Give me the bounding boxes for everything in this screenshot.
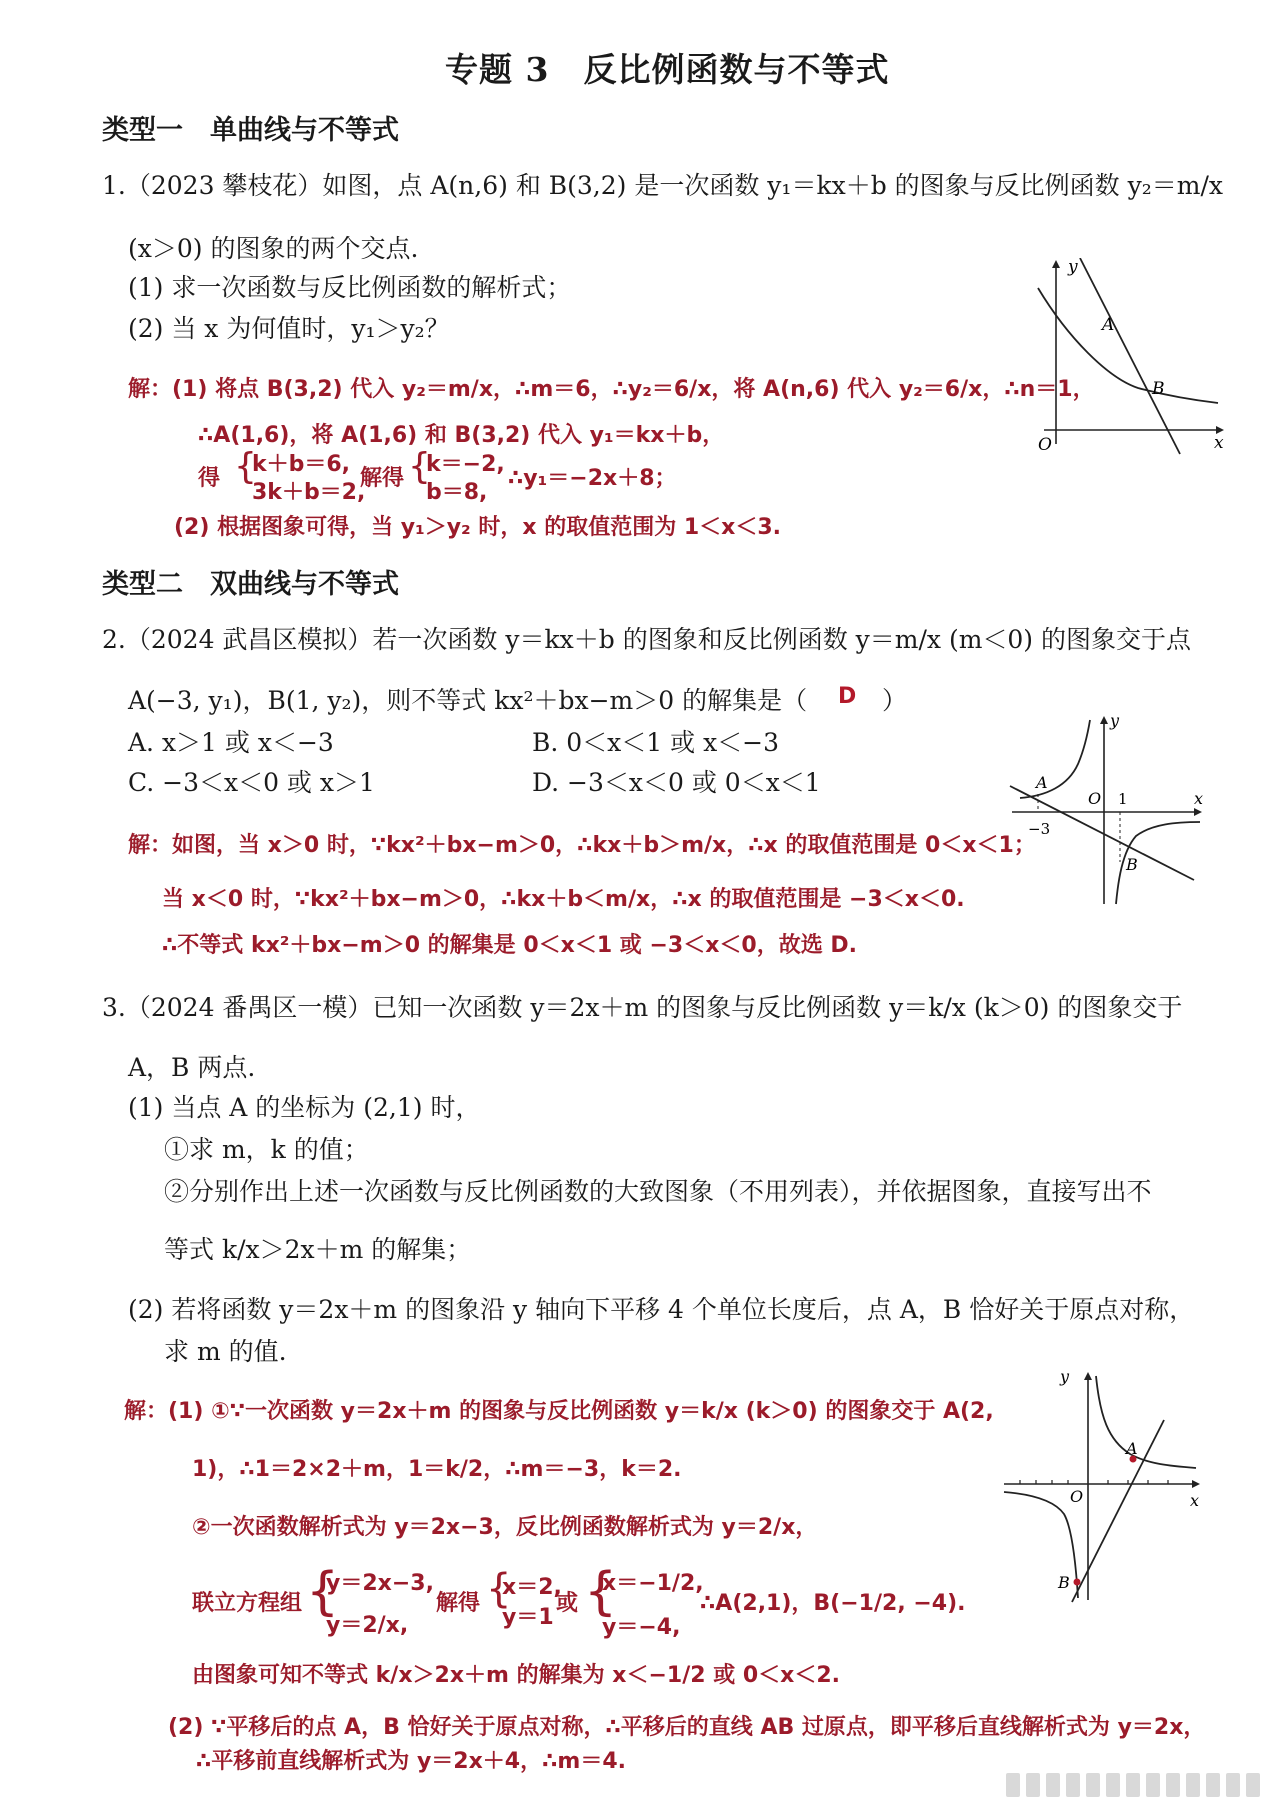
system-1-eq1: k＋b＝6,: [252, 452, 351, 477]
problem-3-solution-line-1: 解：(1) ①∵一次函数 y＝2x＋m 的图象与反比例函数 y＝k/x (k＞0) 的图象交于 A(2,: [124, 1399, 994, 1424]
tick-label-neg3: −3: [1028, 820, 1051, 838]
x-label: x: [1194, 789, 1204, 808]
problem-2-solution-line-2: 当 x＜0 时，∵kx²＋bx−m＞0，∴kx＋b＜m/x，∴x 的取值范围是 −3＜x＜0.: [162, 887, 965, 912]
system-3-sol2: y＝1: [502, 1605, 554, 1630]
hyperbola-left-branch: [1020, 720, 1090, 798]
hyperbola-curve: [1038, 288, 1218, 403]
system-3-sol4: y＝−4,: [602, 1615, 681, 1640]
option-c: C. −3＜x＜0 或 x＞1: [128, 768, 375, 797]
system-3-eq2: y＝2/x,: [326, 1613, 409, 1638]
brace-3: {: [306, 1562, 340, 1622]
problem-2-answer: D: [838, 684, 857, 709]
problem-1-stem-cont: (x＞0) 的图象的两个交点.: [128, 234, 419, 263]
problem-1-solution-line-2: ∴A(1,6)，将 A(1,6) 和 B(3,2) 代入 y₁＝kx＋b，: [198, 423, 725, 448]
problem-3-solution-line-6: (2) ∵平移后的点 A，B 恰好关于原点对称，∴平移后的直线 AB 过原点，即平移后直线解析式为 y＝2x，: [168, 1715, 1206, 1740]
problem-3-solution-huo: 或: [556, 1591, 579, 1616]
problem-2-solution-line-3: ∴不等式 kx²＋bx−m＞0 的解集是 0＜x＜1 或 −3＜x＜0，故选 D.: [162, 933, 857, 958]
problem-3-question-1a: ①求 m，k 的值；: [164, 1135, 369, 1164]
point-b-marker: [1074, 1579, 1081, 1586]
y-axis-arrow: [1052, 260, 1060, 268]
system-1-sol1: k＝−2,: [426, 452, 505, 477]
problem-1-stem: 1.（2023 攀枝花）如图，点 A(n,6) 和 B(3,2) 是一次函数 y₁＝kx＋b 的图象与反比例函数 y₂＝m/x: [102, 171, 1223, 200]
problem-3-solution-jiede: 解得: [436, 1591, 481, 1616]
figure-2-graph: [1006, 712, 1208, 910]
brace-2: {: [408, 446, 431, 487]
problem-3-stem: 3.（2024 番禺区一模）已知一次函数 y＝2x＋m 的图象与反比例函数 y＝k/x (k＞0) 的图象交于: [102, 993, 1183, 1022]
point-b-label: B: [1126, 855, 1138, 874]
problem-3-stem-cont: A，B 两点.: [128, 1053, 256, 1082]
section-heading-type2: 类型二 双曲线与不等式: [102, 569, 399, 600]
point-b-label: B: [1152, 379, 1165, 399]
system-3-eq1: y＝2x−3,: [326, 1571, 434, 1596]
system-1-sol2: b＝8,: [426, 480, 488, 505]
problem-2-stem: 2.（2024 武昌区模拟）若一次函数 y＝kx＋b 的图象和反比例函数 y＝m/x (m＜0) 的图象交于点: [102, 625, 1192, 654]
tick-label-1: 1: [1118, 790, 1128, 808]
problem-3-question-2b: 求 m 的值.: [164, 1337, 287, 1366]
option-a: A. x＞1 或 x＜−3: [128, 728, 334, 757]
problem-3-solution-line-2: 1)，∴1＝2×2＋m，1＝k/2，∴m＝−3，k＝2.: [192, 1457, 682, 1482]
system-3-sol3: x＝−1/2,: [602, 1571, 704, 1596]
problem-3-question-2a: (2) 若将函数 y＝2x＋m 的图象沿 y 轴向下平移 4 个单位长度后，点 A，B 恰好关于原点对称，: [128, 1295, 1195, 1324]
option-d: D. −3＜x＜0 或 0＜x＜1: [532, 768, 821, 797]
point-a-label: A: [1102, 315, 1115, 335]
problem-3-solution-line-3: ②一次函数解析式为 y＝2x−3，反比例函数解析式为 y＝2/x，: [192, 1515, 818, 1540]
brace-4: {: [486, 1566, 512, 1612]
problem-2-solution-line-1: 解：如图，当 x＞0 时，∵kx²＋bx−m＞0，∴kx＋b＞m/x，∴x 的取值范围是 0＜x＜1；: [128, 833, 1036, 858]
watermark-bars: [996, 1763, 1276, 1803]
brace-5: {: [584, 1562, 618, 1622]
page-title: 专题 3 反比例函数与不等式: [445, 50, 890, 89]
problem-3-solution-line-5: 由图象可知不等式 k/x＞2x＋m 的解集为 x＜−1/2 或 0＜x＜2.: [192, 1663, 841, 1688]
problem-1-solution-de: 得: [198, 466, 221, 491]
y-label: y: [1110, 712, 1120, 730]
problem-1-solution-line-4: (2) 根据图象可得，当 y₁＞y₂ 时，x 的取值范围为 1＜x＜3.: [174, 515, 782, 540]
y-label: y: [1068, 258, 1078, 277]
problem-3-question-1c: 等式 k/x＞2x＋m 的解集；: [164, 1235, 472, 1264]
x-label: x: [1214, 433, 1224, 453]
problem-3-solution-line-7: ∴平移前直线解析式为 y＝2x＋4，∴m＝4.: [196, 1749, 627, 1774]
problem-2-close-paren: ）: [882, 686, 908, 715]
origin-label: O: [1088, 789, 1102, 808]
problem-3-solution-lianli: 联立方程组: [192, 1591, 303, 1616]
system-1-eq2: 3k＋b＝2,: [252, 480, 366, 505]
section-heading-type1: 类型一 单曲线与不等式: [102, 115, 399, 146]
problem-1-solution-result: ∴y₁＝−2x＋8；: [508, 466, 677, 491]
linear-function-line: [1080, 258, 1180, 454]
figure-3-graph: [1000, 1366, 1210, 1606]
point-a-label: A: [1036, 773, 1048, 792]
problem-2-stem-cont: A(−3, y₁)，B(1, y₂)，则不等式 kx²＋bx−m＞0 的解集是（: [128, 686, 808, 715]
point-b-label: B: [1058, 1573, 1070, 1592]
origin-label: O: [1070, 1487, 1084, 1506]
y-axis-arrow: [1084, 1372, 1092, 1380]
problem-1-solution-jiede: 解得: [360, 466, 405, 491]
problem-3-solution-points: ∴A(2,1)，B(−1/2, −4).: [700, 1591, 966, 1616]
y-axis-arrow: [1100, 716, 1108, 724]
problem-3-question-1b: ②分别作出上述一次函数与反比例函数的大致图象（不用列表），并依据图象，直接写出不: [164, 1177, 1152, 1206]
linear-function-line: [1072, 1420, 1164, 1602]
problem-1-question-1: (1) 求一次函数与反比例函数的解析式；: [128, 273, 572, 302]
option-b: B. 0＜x＜1 或 x＜−3: [532, 728, 780, 757]
problem-1-solution-line-1: 解：(1) 将点 B(3,2) 代入 y₂＝m/x，∴m＝6，∴y₂＝6/x，将 A(n,6) 代入 y₂＝6/x，∴n＝1，: [128, 377, 1095, 402]
x-label: x: [1190, 1491, 1200, 1510]
y-label: y: [1060, 1367, 1070, 1386]
figure-1-graph: [1028, 258, 1228, 458]
brace-1: {: [234, 446, 257, 487]
point-a-label: A: [1126, 1439, 1138, 1458]
x-axis-arrow: [1192, 1480, 1200, 1488]
problem-1-question-2: (2) 当 x 为何值时，y₁＞y₂？: [128, 314, 450, 343]
problem-3-question-1: (1) 当点 A 的坐标为 (2,1) 时，: [128, 1093, 481, 1122]
system-3-sol1: x＝2,: [502, 1575, 562, 1600]
x-axis-arrow: [1194, 808, 1202, 816]
origin-label: O: [1038, 435, 1052, 455]
